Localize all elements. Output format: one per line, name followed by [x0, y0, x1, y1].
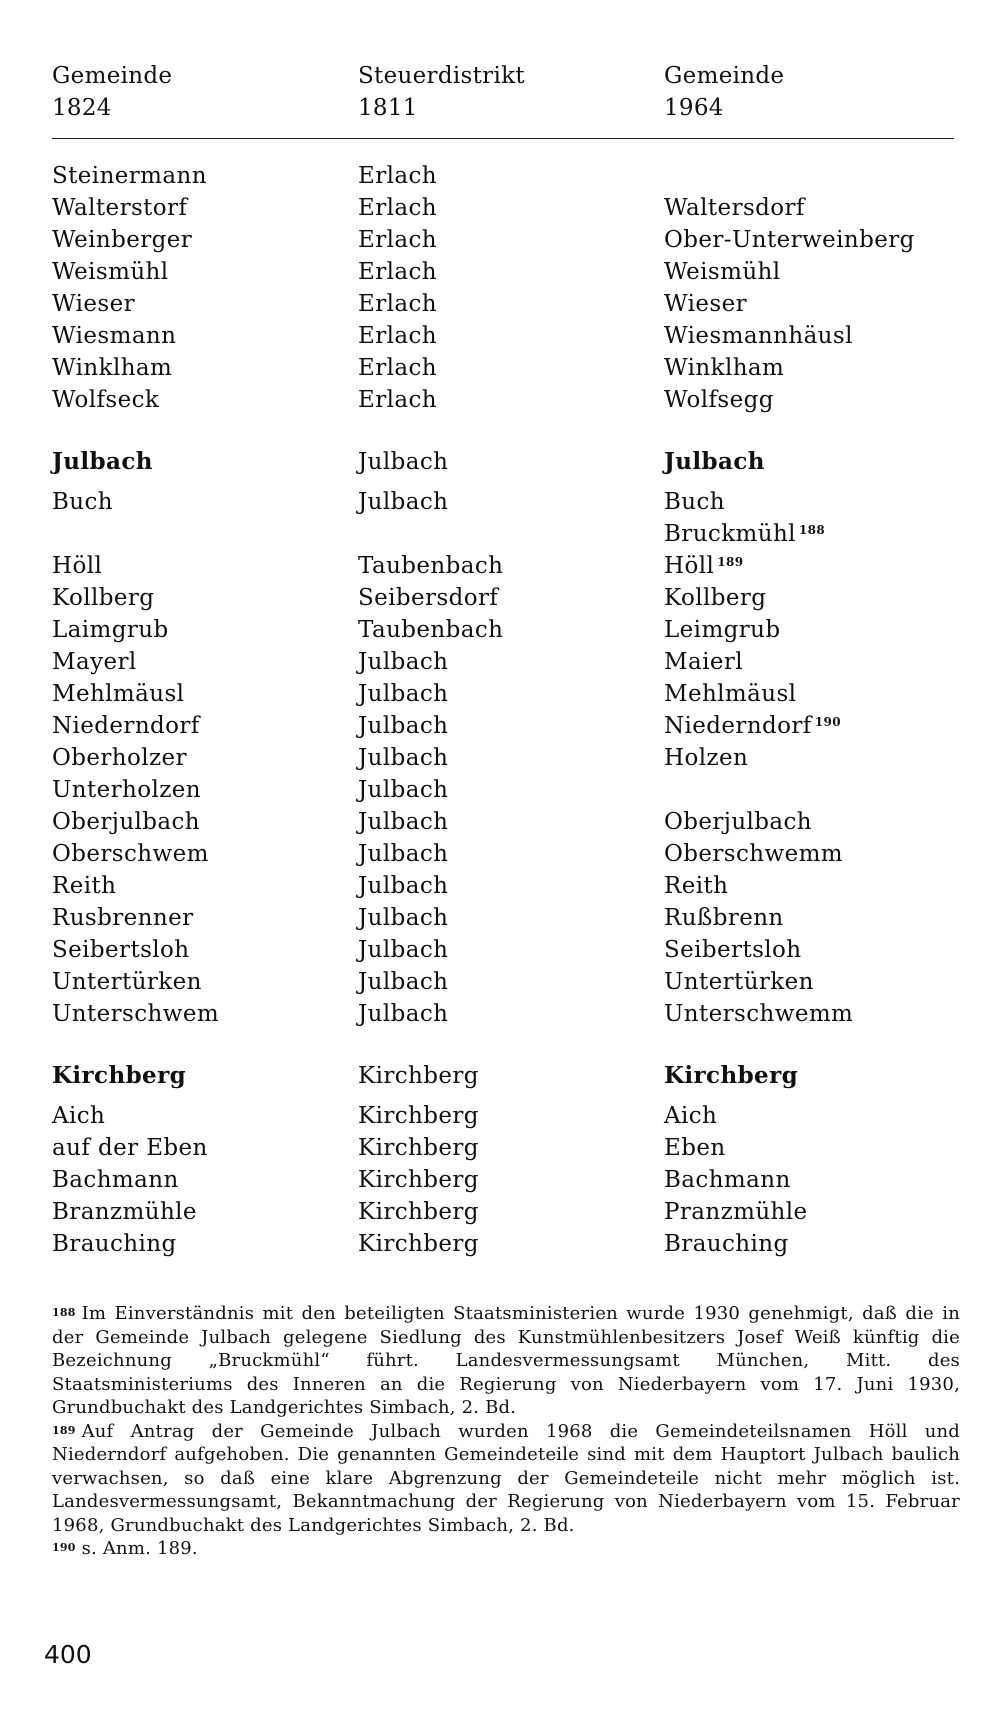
cell-gemeinde-1964: Wolfsegg: [664, 387, 774, 413]
cell-steuerdistrikt: Julbach: [358, 777, 449, 803]
cell-gemeinde-1824: Kollberg: [52, 585, 155, 611]
table-group-heading-row: [0, 1060, 1000, 1092]
cell-gemeinde-1824: Unterholzen: [52, 777, 202, 803]
footnotes: [52, 1302, 960, 1561]
cell-gemeinde-1824: Mehlmäusl: [52, 681, 185, 707]
cell-gemeinde-1824: auf der Eben: [52, 1135, 208, 1161]
cell-gemeinde-1964: Bachmann: [664, 1167, 791, 1193]
cell-gemeinde-1824: Wolfseck: [52, 387, 160, 413]
cell-gemeinde-1824: Wieser: [52, 291, 136, 317]
footnote: [52, 1537, 960, 1561]
table-row: [0, 998, 1000, 1030]
cell-steuerdistrikt: Julbach: [358, 809, 449, 835]
table-row: [0, 646, 1000, 678]
group-heading-gemeinde-1824: Julbach: [52, 448, 153, 475]
cell-gemeinde-1824: Buch: [52, 489, 114, 515]
footnote-text: Auf Antrag der Gemeinde Julbach wurden 1968 die Gemeindeteilsnamen Höll und Niederndorf aufgehoben. Die genannten Gemeindeteile sind mit dem Hauptort Julbach baulich verwachsen, so daß eine klare Abgrenzung der Gemeindeteile nicht mehr möglich ist. Landesvermessungsamt, Bekanntmachung der Regierung von Niederbayern vom 15. Februar 1968, Grundbuchakt des Landgerichtes Simbach, 2. Bd.: [52, 1420, 960, 1536]
cell-gemeinde-1964: Holzen: [664, 745, 749, 771]
column-header-year: 1824: [52, 95, 112, 121]
cell-gemeinde-1824: Oberholzer: [52, 745, 187, 771]
cell-gemeinde-1824: Steinermann: [52, 163, 207, 189]
cell-steuerdistrikt: Erlach: [358, 163, 437, 189]
table-row: [0, 486, 1000, 518]
cell-gemeinde-1964: Wieser: [664, 291, 748, 317]
cell-gemeinde-1964: Eben: [664, 1135, 726, 1161]
cell-gemeinde-1964: Waltersdorf: [664, 195, 805, 221]
table-row: [0, 774, 1000, 806]
cell-steuerdistrikt: Kirchberg: [358, 1135, 479, 1161]
table-row: [0, 870, 1000, 902]
page-number: 400: [44, 1640, 92, 1669]
cell-gemeinde-1964: Kollberg: [664, 585, 767, 611]
cell-gemeinde-1824: Seibertsloh: [52, 937, 190, 963]
cell-steuerdistrikt: Kirchberg: [358, 1199, 479, 1225]
cell-gemeinde-1964: Oberjulbach: [664, 809, 813, 835]
table-row: [0, 1132, 1000, 1164]
cell-gemeinde-1964: [664, 710, 841, 742]
cell-steuerdistrikt: Kirchberg: [358, 1231, 479, 1257]
table-row: [0, 902, 1000, 934]
footnote-reference: 190: [814, 715, 841, 729]
footnote: [52, 1302, 960, 1420]
group-heading-gemeinde-1964: Kirchberg: [664, 1062, 799, 1089]
cell-steuerdistrikt: Erlach: [358, 227, 437, 253]
column-header-gemeinde-1824: [52, 60, 172, 124]
cell-steuerdistrikt: Julbach: [358, 449, 449, 475]
cell-gemeinde-1964: [664, 550, 743, 582]
table-row: [0, 678, 1000, 710]
table-row: [0, 934, 1000, 966]
cell-gemeinde-1964: Weismühl: [664, 259, 781, 285]
table-row: [0, 518, 1000, 550]
cell-gemeinde-1964: Leimgrub: [664, 617, 781, 643]
cell-steuerdistrikt: Julbach: [358, 745, 449, 771]
table-group-heading-row: [0, 446, 1000, 478]
cell-steuerdistrikt: Erlach: [358, 355, 437, 381]
cell-gemeinde-1964: Reith: [664, 873, 729, 899]
table-row: [0, 550, 1000, 582]
municipality-table: [0, 160, 1000, 1260]
cell-gemeinde-1824: Wiesmann: [52, 323, 177, 349]
group-heading-gemeinde-1824: Kirchberg: [52, 1062, 187, 1089]
column-header-steuerdistrikt-1811: [358, 60, 525, 124]
footnote-number: 190: [52, 1541, 76, 1554]
footnote-number: 188: [52, 1306, 76, 1319]
cell-steuerdistrikt: Erlach: [358, 387, 437, 413]
footnote-number: 189: [52, 1423, 76, 1437]
cell-gemeinde-1824: Reith: [52, 873, 117, 899]
table-row: [0, 1100, 1000, 1132]
column-header-label: Gemeinde: [52, 63, 173, 89]
table-row: [0, 352, 1000, 384]
table-row: [0, 742, 1000, 774]
cell-gemeinde-1824: Winklham: [52, 355, 173, 381]
cell-steuerdistrikt: Julbach: [358, 937, 449, 963]
cell-steuerdistrikt: Julbach: [358, 969, 449, 995]
cell-gemeinde-1964: Unterschwemm: [664, 1001, 854, 1027]
cell-gemeinde-1964: Brauching: [664, 1231, 789, 1257]
column-header-label: Steuerdistrikt: [358, 63, 525, 89]
cell-steuerdistrikt: Taubenbach: [358, 553, 504, 579]
cell-steuerdistrikt: Julbach: [358, 649, 449, 675]
cell-gemeinde-1824: Oberschwem: [52, 841, 209, 867]
cell-gemeinde-1824: Weismühl: [52, 259, 169, 285]
group-heading-gemeinde-1964: Julbach: [664, 448, 765, 475]
cell-gemeinde-1824: Höll: [52, 553, 103, 579]
table-row: [0, 806, 1000, 838]
cell-gemeinde-1964: [664, 518, 825, 550]
cell-steuerdistrikt: Taubenbach: [358, 617, 504, 643]
cell-steuerdistrikt: Julbach: [358, 713, 449, 739]
cell-text: Niederndorf: [664, 713, 812, 739]
cell-text: Bruckmühl: [664, 521, 796, 547]
table-row: [0, 224, 1000, 256]
column-header-year: 1811: [358, 95, 418, 121]
footnote-reference: 189: [717, 555, 744, 569]
cell-steuerdistrikt: Julbach: [358, 1001, 449, 1027]
cell-gemeinde-1964: Rußbrenn: [664, 905, 784, 931]
cell-gemeinde-1964: Untertürken: [664, 969, 814, 995]
cell-steuerdistrikt: Erlach: [358, 195, 437, 221]
cell-gemeinde-1824: Unterschwem: [52, 1001, 220, 1027]
footnote: [52, 1420, 960, 1538]
cell-steuerdistrikt: Kirchberg: [358, 1063, 479, 1089]
table-row: [0, 1228, 1000, 1260]
cell-gemeinde-1964: Buch: [664, 489, 726, 515]
cell-gemeinde-1824: Brauching: [52, 1231, 177, 1257]
cell-gemeinde-1824: Bachmann: [52, 1167, 179, 1193]
cell-steuerdistrikt: Erlach: [358, 291, 437, 317]
cell-gemeinde-1824: Mayerl: [52, 649, 137, 675]
cell-gemeinde-1964: Wiesmannhäusl: [664, 323, 853, 349]
table-row: [0, 582, 1000, 614]
cell-steuerdistrikt: Kirchberg: [358, 1103, 479, 1129]
table-row: [0, 710, 1000, 742]
footnote-text: Im Einverständnis mit den beteiligten Staatsministerien wurde 1930 genehmigt, daß die in der Gemeinde Julbach gelegene Siedlung des Kunstmühlenbesitzers Josef Weiß künftig die Bezeichnung „Bruckmühl“ führt. Landesvermessungsamt München, Mitt. des Staatsministeriums des Inneren an die Regierung von Niederbayern vom 17. Juni 1930, Grundbuchakt des Landgerichtes Simbach, 2. Bd.: [52, 1303, 960, 1418]
table-row: [0, 614, 1000, 646]
cell-gemeinde-1824: Branzmühle: [52, 1199, 197, 1225]
cell-gemeinde-1824: Untertürken: [52, 969, 202, 995]
cell-steuerdistrikt: Julbach: [358, 489, 449, 515]
cell-steuerdistrikt: Kirchberg: [358, 1167, 479, 1193]
table-row: [0, 160, 1000, 192]
table-row: [0, 838, 1000, 870]
cell-gemeinde-1824: Rusbrenner: [52, 905, 194, 931]
table-row: [0, 384, 1000, 416]
table-row: [0, 1164, 1000, 1196]
cell-steuerdistrikt: Julbach: [358, 681, 449, 707]
column-header-gemeinde-1964: [664, 60, 784, 124]
table-row: [0, 966, 1000, 998]
cell-gemeinde-1824: Weinberger: [52, 227, 193, 253]
header-divider: [52, 138, 954, 139]
column-header-year: 1964: [664, 95, 724, 121]
cell-gemeinde-1964: Oberschwemm: [664, 841, 844, 867]
cell-gemeinde-1964: Winklham: [664, 355, 785, 381]
cell-gemeinde-1824: Niederndorf: [52, 713, 200, 739]
table-row: [0, 320, 1000, 352]
column-header-label: Gemeinde: [664, 63, 785, 89]
table-row: [0, 288, 1000, 320]
cell-steuerdistrikt: Julbach: [358, 905, 449, 931]
cell-text: Höll: [664, 553, 715, 579]
table-row: [0, 1196, 1000, 1228]
table-row: [0, 192, 1000, 224]
cell-gemeinde-1964: Mehlmäusl: [664, 681, 797, 707]
footnote-reference: 188: [798, 523, 826, 537]
cell-steuerdistrikt: Seibersdorf: [358, 585, 499, 611]
cell-gemeinde-1964: Maierl: [664, 649, 743, 675]
table-row: [0, 256, 1000, 288]
cell-gemeinde-1964: Ober-Unterweinberg: [664, 227, 915, 253]
cell-gemeinde-1824: Oberjulbach: [52, 809, 201, 835]
cell-steuerdistrikt: Julbach: [358, 841, 449, 867]
cell-steuerdistrikt: Julbach: [358, 873, 449, 899]
cell-gemeinde-1964: Seibertsloh: [664, 937, 802, 963]
cell-gemeinde-1824: Walterstorf: [52, 195, 188, 221]
footnote-text: s. Anm. 189.: [81, 1538, 198, 1559]
cell-steuerdistrikt: Erlach: [358, 259, 437, 285]
cell-gemeinde-1824: Laimgrub: [52, 617, 169, 643]
cell-gemeinde-1964: Aich: [664, 1103, 718, 1129]
cell-gemeinde-1964: Pranzmühle: [664, 1199, 808, 1225]
cell-gemeinde-1824: Aich: [52, 1103, 106, 1129]
cell-steuerdistrikt: Erlach: [358, 323, 437, 349]
